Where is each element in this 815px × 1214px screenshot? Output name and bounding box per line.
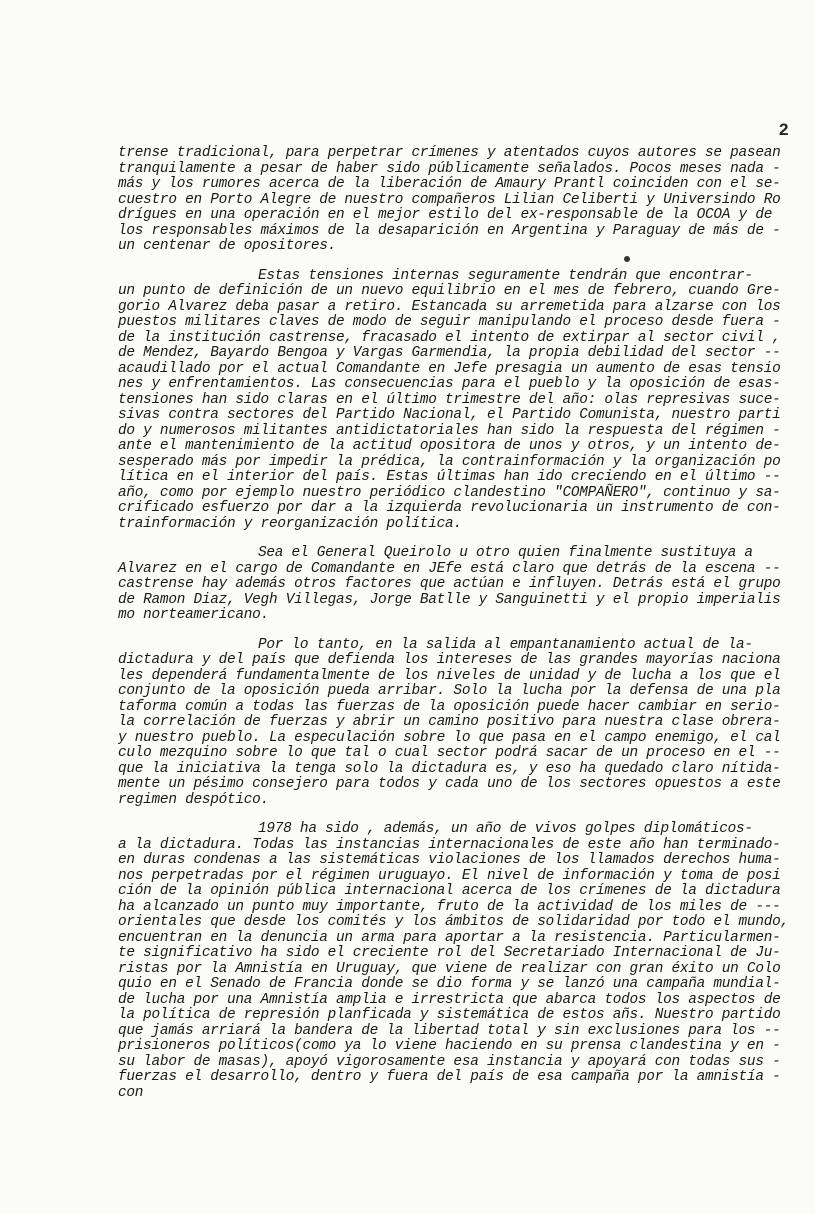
text-line: tensiones han sido claras en el último trimestre del año: olas represivas suce- bbox=[118, 391, 781, 408]
text-line: regimen despótico. bbox=[118, 791, 269, 808]
text-line: nes y enfrentamientos. Las consecuencias para el pueblo y la oposición de esas- bbox=[118, 376, 781, 392]
text-line: crificado esfuerzo por dar a la izquierda revolucionaria un instrumento de con- bbox=[118, 500, 781, 516]
text-line: ción de la opinión pública internacional acerca de los crímenes de la dictadura bbox=[118, 883, 781, 899]
text-line: y nuestro pueblo. La especulación sobre lo que pasa en el campo enemigo, el cal bbox=[118, 729, 781, 746]
text-line: trense tradicional, para perpetrar crímenes y atentados cuyos autores se pasean bbox=[118, 145, 781, 161]
text-line: cuestro en Porto Alegre de nuestro compañeros Lilian Celiberti y Universindo Ro bbox=[118, 191, 781, 208]
text-line: año, como por ejemplo nuestro periódico clandestino "COMPAÑERO", continuo y sa- bbox=[118, 484, 781, 501]
paragraph bbox=[0, 546, 815, 624]
text-line: con bbox=[118, 1084, 144, 1101]
text-line: sesperado más por impedir la prédica, la contrainformación y la organización po bbox=[118, 453, 781, 470]
text-line: un centenar de opositores. bbox=[118, 238, 337, 254]
text-line: Sea el General Queirolo u otro quien finalmente sustituya a bbox=[258, 545, 753, 561]
text-line: culo mezquino sobre lo que tal o cual sector podrá sacar de un proceso en el -- bbox=[118, 745, 781, 761]
paragraph bbox=[0, 638, 815, 809]
text-line: la correlación de fuerzas y abrir un camino positivo para nuestra clase obrera- bbox=[118, 714, 781, 730]
text-line: nos perpetradas por el régimen uruguayo. El nivel de información y toma de posi bbox=[118, 867, 781, 884]
page-number: 2 bbox=[779, 120, 789, 139]
document-body bbox=[0, 146, 815, 1115]
text-line: taforma común a todas las fuerzas de la oposición puede hacer cambiar en serio- bbox=[118, 698, 781, 715]
text-line: en duras condenas a las sistemáticas violaciones de los llamados derechos huma- bbox=[118, 852, 781, 868]
text-line: 1978 ha sido , además, un año de vivos golpes diplomáticos- bbox=[258, 821, 753, 837]
text-line: que la iniciativa la tenga solo la dictadura es, y eso ha quedado claro nítida- bbox=[118, 760, 781, 777]
paragraph bbox=[0, 146, 815, 255]
text-line: drígues en una operación en el mejor estilo del ex-responsable de la OCOA y de bbox=[118, 207, 773, 223]
text-line: a la dictadura. Todas las instancias internacionales de este año han terminado- bbox=[118, 836, 781, 853]
text-line: ha alcanzado un punto muy importante, fruto de la actividad de los miles de --- bbox=[118, 898, 781, 915]
text-line: fuerzas el desarrollo, dentro y fuera del país de esa campaña por la amnistía - bbox=[118, 1069, 781, 1085]
paragraph bbox=[0, 269, 815, 533]
text-line: trainformación y reorganización política. bbox=[118, 515, 462, 532]
text-line: encuentran en la denuncia un arma para aportar a la resistencia. Particularmen- bbox=[118, 929, 781, 946]
text-line: Alvarez en el cargo de Comandante en JEfe está claro que detrás de la escena -- bbox=[118, 560, 781, 577]
text-line: Estas tensiones internas seguramente tendrán que encontrar- bbox=[258, 267, 753, 284]
text-line: más y los rumores acerca de la liberación de Amaury Prantl coinciden con el se- bbox=[118, 176, 781, 192]
text-line: do y numerosos militantes antidictatoriales han sido la respuesta del régimen - bbox=[118, 422, 781, 439]
text-line: Por lo tanto, en la salida al empantanamiento actual de la- bbox=[258, 636, 753, 653]
text-line: ristas por la Amnistía en Uruguay, que viene de realizar con gran éxito un Colo bbox=[118, 960, 781, 977]
text-line: orientales que desde los comités y los ámbitos de solidaridad por todo el mundo, bbox=[118, 914, 789, 930]
text-line: ante el mantenimiento de la actitud opositora de unos y otros, y un intento de- bbox=[118, 438, 781, 454]
text-line: un punto de definición de un nuevo equilibrio en el mes de febrero, cuando Gre- bbox=[118, 283, 781, 299]
text-line: les dependerá fundamentalmente de los niveles de unidad y de lucha a los que el bbox=[118, 667, 781, 684]
text-line: mente un pésimo consejero para todos y cada uno de los sectores opuestos a este bbox=[118, 776, 781, 792]
text-line: su labor de masas), apoyó vigorosamente esa instancia y apoyará con todas sus - bbox=[118, 1053, 781, 1070]
text-line: de la institución castrense, fracasado el intento de extirpar al sector civil , bbox=[118, 329, 781, 346]
text-line: lítica en el interior del país. Estas últimas han ido creciendo en el último -- bbox=[118, 469, 781, 485]
text-line: mo norteamericano. bbox=[118, 607, 269, 623]
text-line: que jamás arriará la bandera de la libertad total y sin exclusiones para los -- bbox=[118, 1022, 781, 1039]
text-line: castrense hay además otros factores que actúan e influyen. Detrás está el grupo bbox=[118, 576, 781, 592]
text-line: de lucha por una Amnistía amplia e irrestricta que abarca todos los aspectos de bbox=[118, 991, 781, 1008]
text-line: gorio Alvarez deba pasar a retiro. Estancada su arremetida para alzarse con los bbox=[118, 298, 781, 315]
text-line: acaudillado por el actual Comandante en Jefe presagia un aumento de esas tensio bbox=[118, 360, 781, 377]
text-line: la política de represión planficada y sistemática de estos añs. Nuestro partido bbox=[118, 1007, 781, 1023]
text-line: puestos militares claves de modo de seguir manipulando el proceso desde fuera - bbox=[118, 314, 781, 330]
text-line: de Mendez, Bayardo Bengoa y Vargas Garmendia, la propia debilidad del sector -- bbox=[118, 345, 781, 361]
text-line: sivas contra sectores del Partido Nacional, el Partido Comunista, nuestro parti bbox=[118, 407, 781, 423]
text-line: conjunto de la oposición pueda arribar. Solo la lucha por la defensa de una pla bbox=[118, 683, 781, 699]
text-line: quio en el Senado de Francia donde se dio forma y se lanzó una campaña mundial- bbox=[118, 976, 781, 992]
paragraph bbox=[0, 822, 815, 1101]
text-line: dictadura y del país que defienda los intereses de las grandes mayorías naciona bbox=[118, 652, 781, 668]
text-line: de Ramon Diaz, Vegh Villegas, Jorge Batlle y Sanguinetti y el propio imperialis bbox=[118, 591, 781, 608]
text-line: tranquilamente a pesar de haber sido públicamente señalados. Pocos meses nada - bbox=[118, 160, 781, 177]
text-line: los responsables máximos de la desaparición en Argentina y Paraguay de más de - bbox=[118, 222, 781, 239]
text-line: prisioneros políticos(como ya lo viene haciendo en su prensa clandestina y en - bbox=[118, 1038, 781, 1054]
text-line: te significativo ha sido el creciente rol del Secretariado Internacional de Ju- bbox=[118, 945, 781, 961]
